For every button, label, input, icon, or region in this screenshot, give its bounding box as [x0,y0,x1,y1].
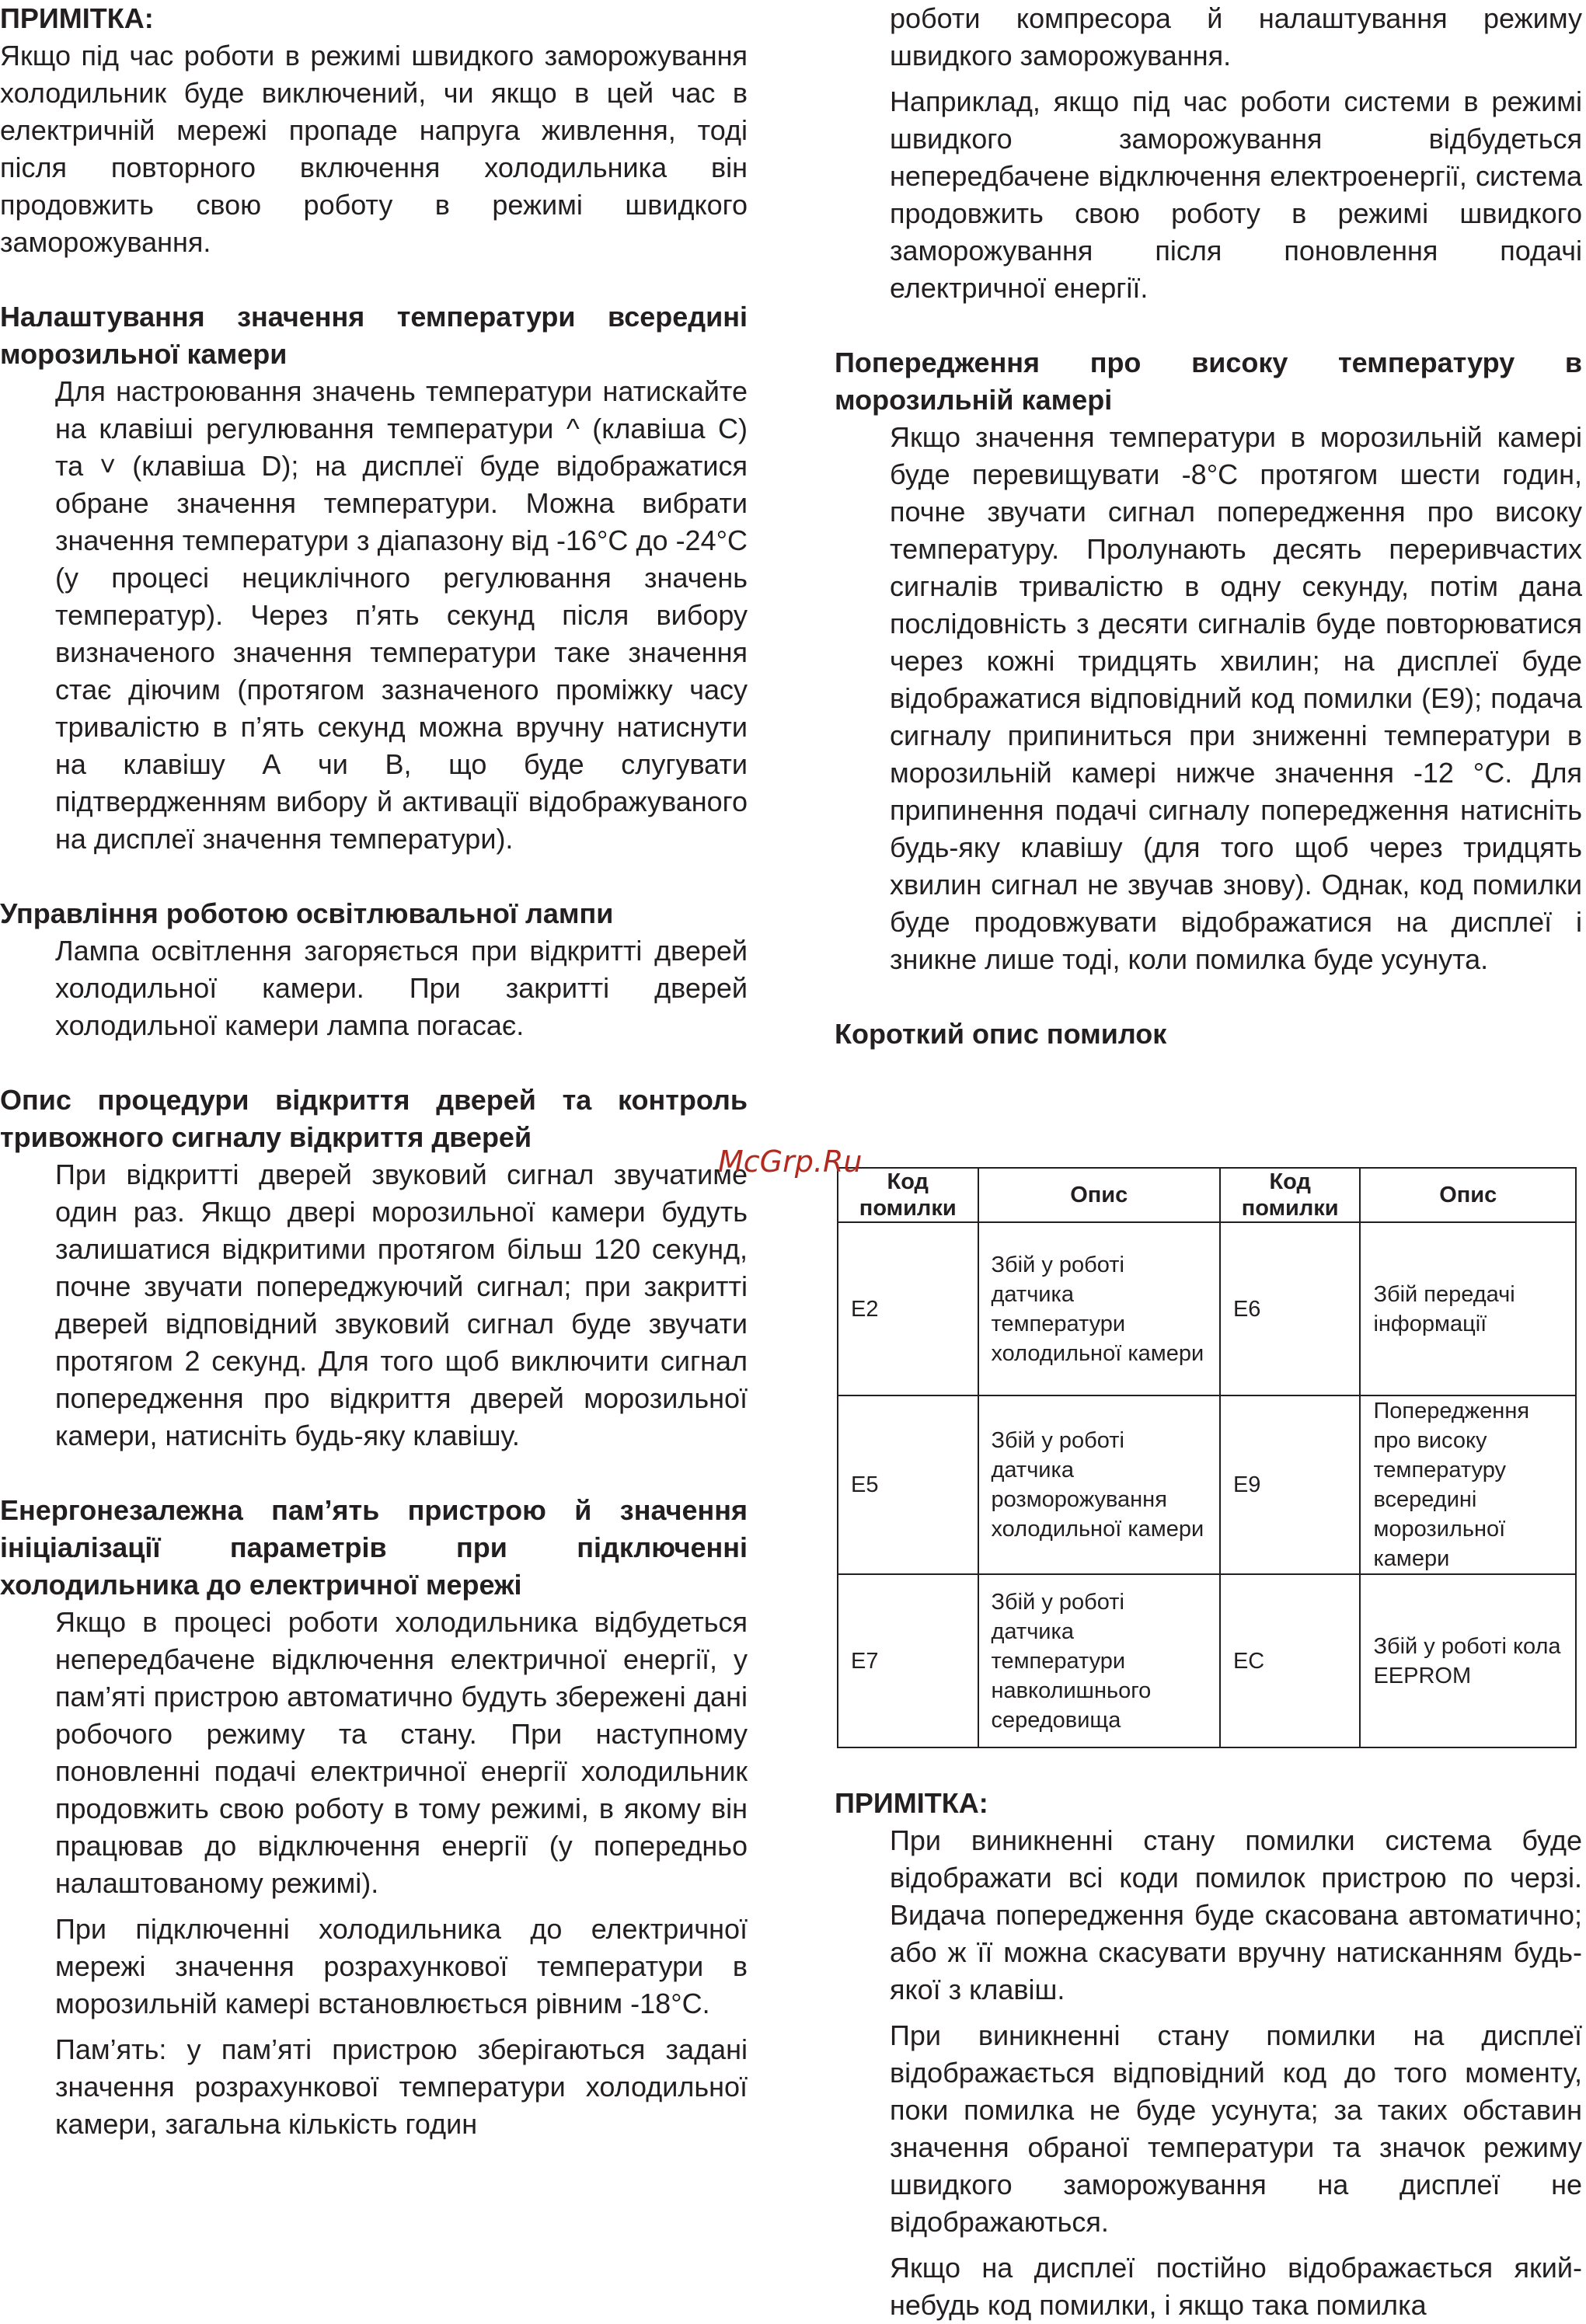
header-cell: Код помилки [838,1168,978,1222]
memory-paragraph-3: Пам’ять: у пам’яті пристрою зберігаються задані значення розрахункової температури холодильної камери, загальна кількість годин [55,2033,748,2140]
watermark: McGrp.Ru [718,1145,863,1179]
table-cell: Е6 [1220,1222,1361,1395]
note-paragraph-1: При виникненні стану помилки система буде відображати всі коди помилок пристрою по черзі. Видача попередження буде скасована автоматично; або ж її можна скасувати вручну натисканням будь-якої з клавіш. [890,1824,1582,2005]
error-table-heading: Короткий опис помилок [835,1018,1167,1050]
high-temp-heading: Попередження про високу температуру в морозильній камері [835,347,1582,416]
table-row [838,1574,1576,1747]
note-paragraph-3: Якщо на дисплеї постійно відображається який-небудь код помилки, і якщо така помилка [890,2252,1582,2321]
table-cell: ЕС [1220,1574,1361,1747]
header-cell: Код помилки [1220,1168,1361,1222]
lamp-heading: Управління роботою освітлювальної лампи [0,897,614,929]
note-heading-right: ПРИМІТКА: [835,1787,988,1819]
note-paragraph-2: При виникненні стану помилки на дисплеї відображається відповідний код до того моменту, поки помилка не буде усунута; за таких обставин значення обраної температури та значок режиму швидкого заморожування на дисплеї не відображаються. [890,2019,1582,2238]
memory-paragraph-1: Якщо в процесі роботи холодильника відбудеться непередбачене відключення електричної енергії, у пам’яті пристрою автоматично будуть збережені дані робочого режиму та стану. При наступному поновленні подачі електричної енергії холодильник продовжить свою роботу в тому режимі, в якому він працював до відключення енергії (у попередньо налаштованому режимі). [55,1606,748,1899]
left-column [0,0,748,2143]
right-column-note [835,1785,1582,2324]
continuation-text: роботи компресора й налаштування режиму швидкого заморожування. [890,2,1582,71]
note-heading-left: ПРИМІТКА: [0,2,154,34]
door-alarm-text: При відкритті дверей звуковий сигнал звучатиме один раз. Якщо двері морозильної камери будуть залишатися відкритими протягом більш 120 секунд, почне звучати попереджуючий сигнал; при закритті дверей відповідний звуковий сигнал буде звучати протягом 2 секунд. Для того щоб виключити сигнал попередження про відкриття дверей морозильної камери, натисніть будь-яку клавішу. [55,1159,748,1451]
right-column [835,0,1582,1053]
freezer-temp-text: Для настроювання значень температури натискайте на клавіші регулювання температури ^ (клавіша С) та ˅ (клавіша D); на дисплеї буде відображатися обране значення температури. Можна вибрати значення температури з діапазону від -16°С до -24°С (у процесі нециклічного регулювання значень температур). Через п’ять секунд після вибору визначеного значення температури таке значення стає діючим (протягом зазначеного проміжку часу тривалістю в п’ять секунд можна вручну натиснути на клавішу А чи В, що буде слугувати підтвердженням вибору й активації відображуваного на дисплеї значення температури). [55,375,748,855]
high-temp-text: Якщо значення температури в морозильній камері буде перевищувати -8°С протягом шести годин, почне звучати сигнал попередження про високу температуру. Пролунають десять переривчастих сигналів тривалістю в одну секунду, потім дана послідовність з десяти сигналів буде повторюватися через кожні тридцять хвилин; на дисплеї буде відображатися відповідний код помилки (Е9); подача сигналу припиниться при зниженні температури в морозильній камері нижче значення -12 °С. Для припинення подачі сигналу попередження натисніть будь-яку клавішу (для того щоб через тридцять хвилин сигнал не звучав знову). Однак, код помилки буде продовжувати відображатися на дисплеї і зникне лише тоді, коли помилка буде усунута. [890,421,1582,975]
table-row [838,1222,1576,1395]
table-cell: Е2 [838,1222,978,1395]
table-cell: Е9 [1220,1395,1361,1574]
table-cell: Збій передачі інформації [1360,1222,1576,1395]
error-codes-table [837,1167,1577,1748]
header-cell: Опис [1360,1168,1576,1222]
table-cell: Попередження про високу температуру всередині морозильної камери [1360,1395,1576,1574]
header-cell: Опис [978,1168,1220,1222]
memory-heading: Енергонезалежна пам’ять пристрою й значення ініціалізації параметрів при підключенні холодильника до електричної мережі [0,1494,748,1601]
door-alarm-heading: Опис процедури відкриття дверей та контроль тривожного сигналу відкриття дверей [0,1084,748,1153]
memory-paragraph-2: При підключенні холодильника до електричної мережі значення розрахункової температури в морозильній камері встановлюється рівним -18°С. [55,1913,748,2019]
table-cell: Збій у роботі датчика температури навколишнього середовища [978,1574,1220,1747]
table-cell: Збій у роботі датчика розморожування холодильної камери [978,1395,1220,1574]
note-text-left: Якщо під час роботи в режимі швидкого заморожування холодильник буде виключений, чи якщо в цей час в електричній мережі пропаде напруга живлення, тоді після повторного включення холодильника він продовжить свою роботу в режимі швидкого заморожування. [0,40,748,258]
table-cell: Збій у роботі датчика температури холодильної камери [978,1222,1220,1395]
table-header-row [838,1168,1576,1222]
table-cell: Е7 [838,1574,978,1747]
table-row [838,1395,1576,1574]
table-cell: Е5 [838,1395,978,1574]
example-text: Наприклад, якщо під час роботи системи в режимі швидкого заморожування відбудеться непередбачене відключення електроенергії, система продовжить свою роботу в режимі швидкого заморожування після поновлення подачі електричної енергії. [890,85,1582,304]
lamp-text: Лампа освітлення загоряється при відкритті дверей холодильної камери. При закритті дверей холодильної камери лампа погасає. [55,935,748,1041]
table-cell: Збій у роботі кола EEPROM [1360,1574,1576,1747]
freezer-temp-heading: Налаштування значення температури всередині морозильної камери [0,301,748,370]
